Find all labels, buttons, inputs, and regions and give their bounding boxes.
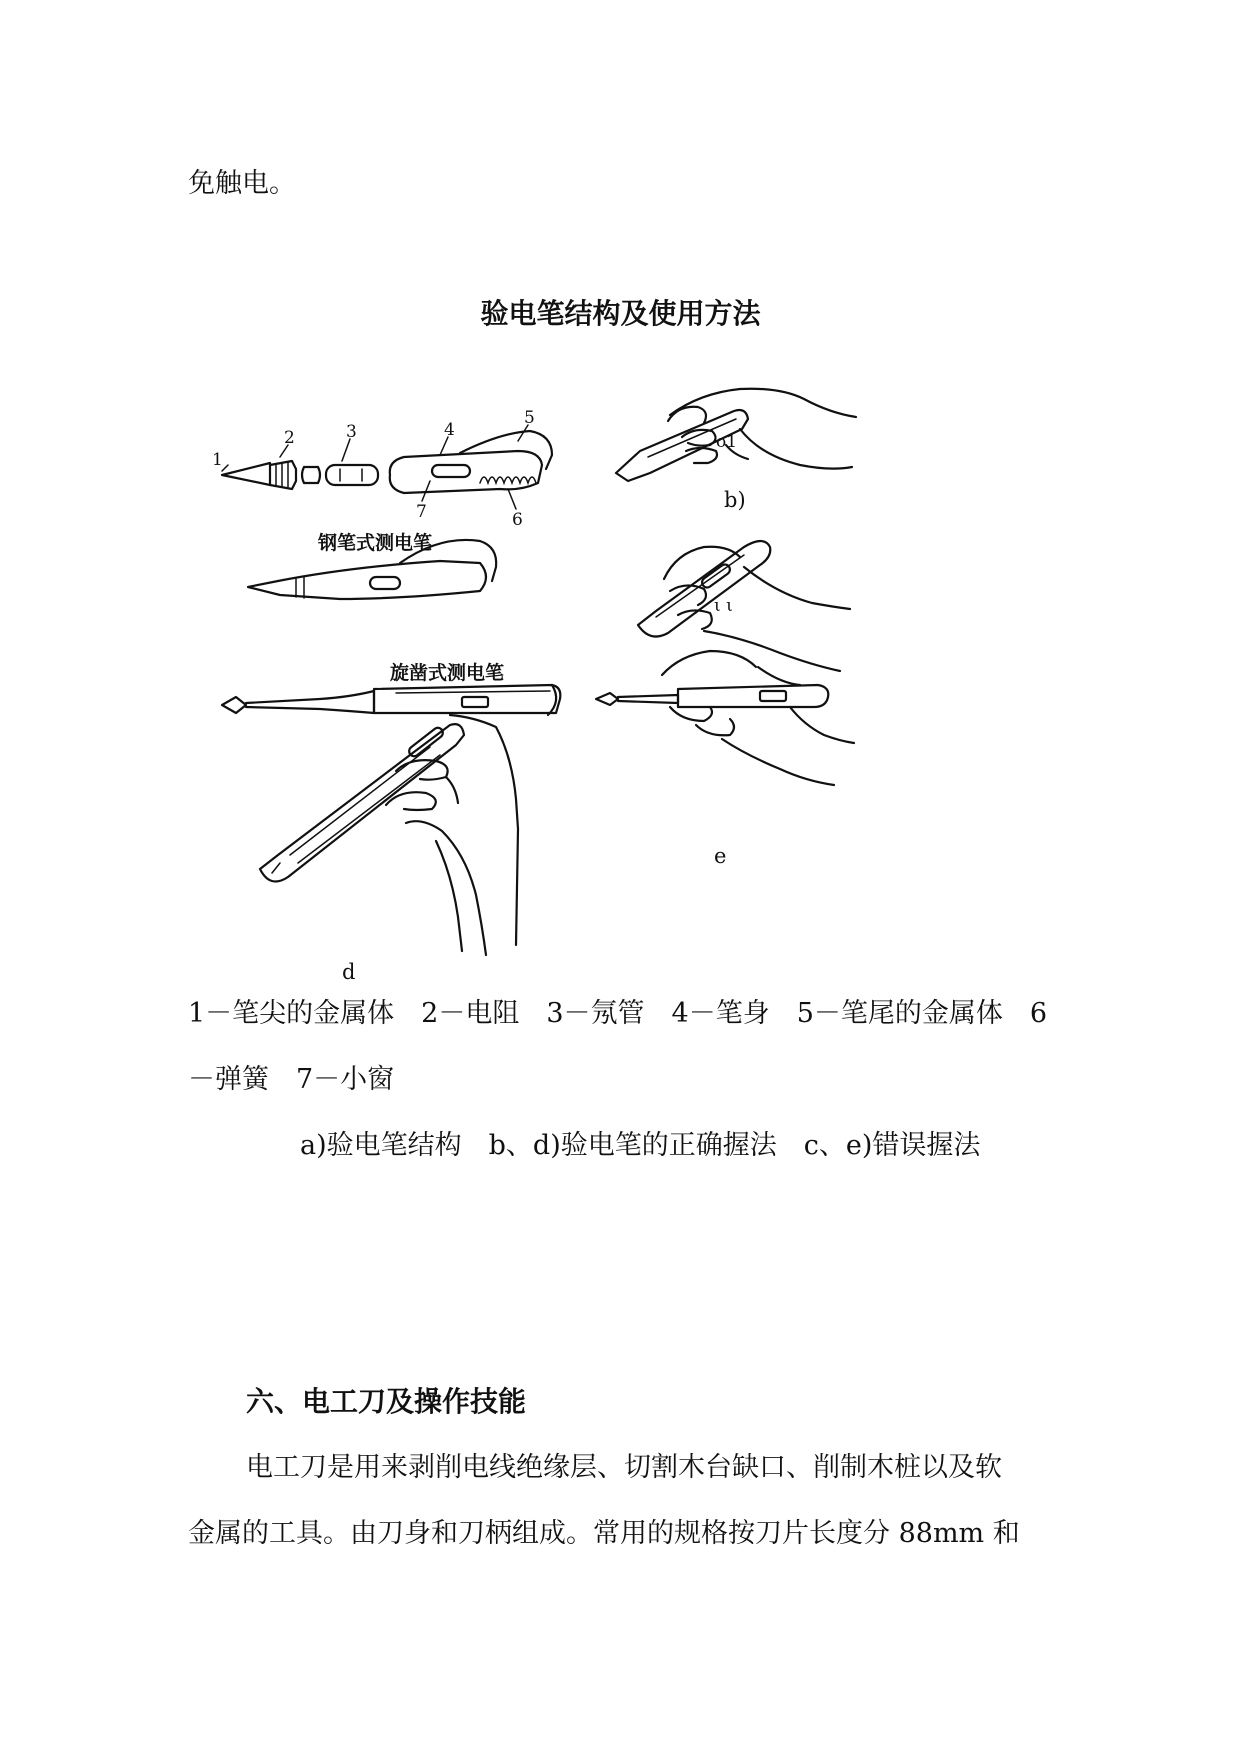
part-number: 3	[346, 422, 357, 442]
hand-hold-b	[616, 389, 856, 512]
text-line-top: 免触电。	[188, 168, 296, 199]
hand-hold-d	[260, 715, 518, 984]
caption-line: －弹簧 7－小窗	[188, 1064, 395, 1095]
tick-mark: ι ι	[714, 596, 733, 616]
pen-type-label: 旋凿式测电笔	[390, 662, 505, 684]
screwdriver-tester	[222, 661, 560, 715]
figure-title: 验电笔结构及使用方法	[480, 297, 761, 330]
part-number: 4	[444, 420, 455, 440]
pen-type-label: 钢笔式测电笔	[318, 532, 433, 554]
part-number: 5	[524, 408, 535, 428]
paragraph-line: 金属的工具。由刀身和刀柄组成。常用的规格按刀片长度分 88mm 和	[188, 1518, 1020, 1549]
section-heading: 六、电工刀及操作技能	[246, 1385, 527, 1418]
caption-line: 1－笔尖的金属体 2－电阻 3－氖管 4－笔身 5－笔尾的金属体 6	[188, 998, 1048, 1029]
sub-label-b: b)	[724, 488, 746, 512]
test-pen-figure	[200, 385, 960, 985]
caption-line: a)验电笔结构 b、d)验电笔的正确握法 c、e)错误握法	[300, 1130, 981, 1161]
window-mark: o1	[716, 432, 738, 452]
sub-label-d: d	[342, 960, 356, 984]
pen-exploded-diagram	[212, 408, 552, 530]
hand-hold-c	[638, 541, 850, 671]
part-number: 7	[416, 502, 427, 522]
part-number: 6	[512, 510, 523, 530]
part-number: 1	[212, 450, 223, 470]
sub-label-e: e	[714, 844, 727, 868]
part-number: 2	[284, 428, 295, 448]
paragraph-line: 电工刀是用来剥削电线绝缘层、切割木台缺口、削制木桩以及软	[246, 1452, 1002, 1483]
hand-hold-e	[596, 651, 854, 868]
fountain-pen-tester	[248, 531, 496, 599]
